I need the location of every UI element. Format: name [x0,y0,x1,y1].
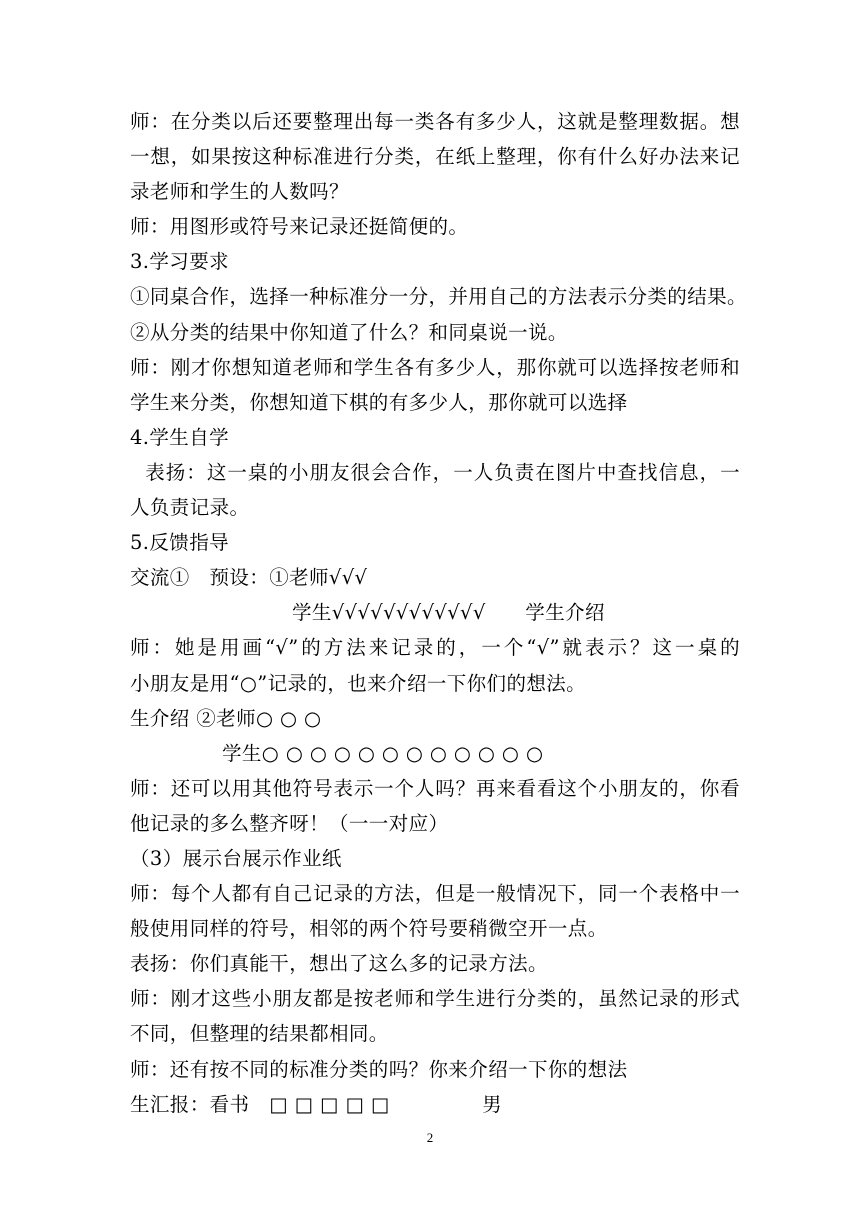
paragraph-line: 小朋友是用“○”记录的，也来介绍一下你们的想法。 [130,671,587,695]
list-item: ①同桌合作，选择一种标准分一分，并用自己的方法表示分类的结果。 [130,285,747,309]
paragraph-line: 师：每个人都有自己记录的方法，但是一般情况下，同一个表格中一 [130,882,740,906]
section-heading: （3）展示台展示作业纸 [130,846,342,870]
paragraph-line: 师：还可以用其他符号表示一个人吗？再来看看这个小朋友的，你看 [130,776,740,800]
paragraph-line: 一想，如果按这种标准进行分类，在纸上整理，你有什么好办法来记 [130,145,740,169]
paragraph-line: 人负责记录。 [130,496,250,520]
page-number: 2 [426,1130,434,1145]
paragraph-line: 般使用同样的符号，相邻的两个符号要稍微空开一点。 [130,917,608,941]
paragraph-line: 师：刚才你想知道老师和学生各有多少人，那你就可以选择按老师和 [130,355,740,379]
paragraph-line: 表扬：你们真能干，想出了这么多的记录方法。 [130,952,548,976]
paragraph-line: 他记录的多么整齐呀！（一一对应） [130,811,449,835]
paragraph-line: 师：刚才这些小朋友都是按老师和学生进行分类的，虽然记录的形式 [130,987,740,1011]
check-record-line: 学生√√√√√√√√√√√√ 学生介绍 [292,601,605,625]
list-item: ②从分类的结果中你知道了什么？和同桌说一说。 [130,320,568,344]
section-heading: 5.反馈指导 [130,531,230,555]
paragraph-line: 师：在分类以后还要整理出每一类各有多少人，这就是整理数据。想 [130,110,740,133]
section-heading: 3.学习要求 [130,250,230,274]
paragraph-line: 学生来分类，你想知道下棋的有多少人，那你就可以选择 [130,390,628,414]
paragraph-line: 师：她是用画“√”的方法来记录的，一个“√”就表示？这一桌的 [130,636,740,660]
section-heading: 4.学生自学 [130,425,230,449]
paragraph-line: 不同，但整理的结果都相同。 [130,1022,389,1046]
exchange-line: 交流① 预设：①老师√√√ [130,566,368,590]
paragraph-line: 师：还有按不同的标准分类的吗？你来介绍一下你的想法 [130,1057,628,1081]
circle-record-line: 生介绍 ②老师○ ○ ○ [130,706,322,730]
circle-record-line: 学生○ ○ ○ ○ ○ ○ ○ ○ ○ ○ ○ ○ [222,741,544,765]
paragraph-line: 表扬：这一桌的小朋友很会合作，一人负责在图片中查找信息，一 [138,460,740,484]
document-body [130,104,747,1122]
paragraph-line: 录老师和学生的人数吗？ [130,180,349,204]
paragraph-line: 师：用图形或符号来记录还挺简便的。 [130,215,469,239]
box-record-line: 生汇报：看书 □ □ □ □ □ 男 [130,1092,502,1116]
